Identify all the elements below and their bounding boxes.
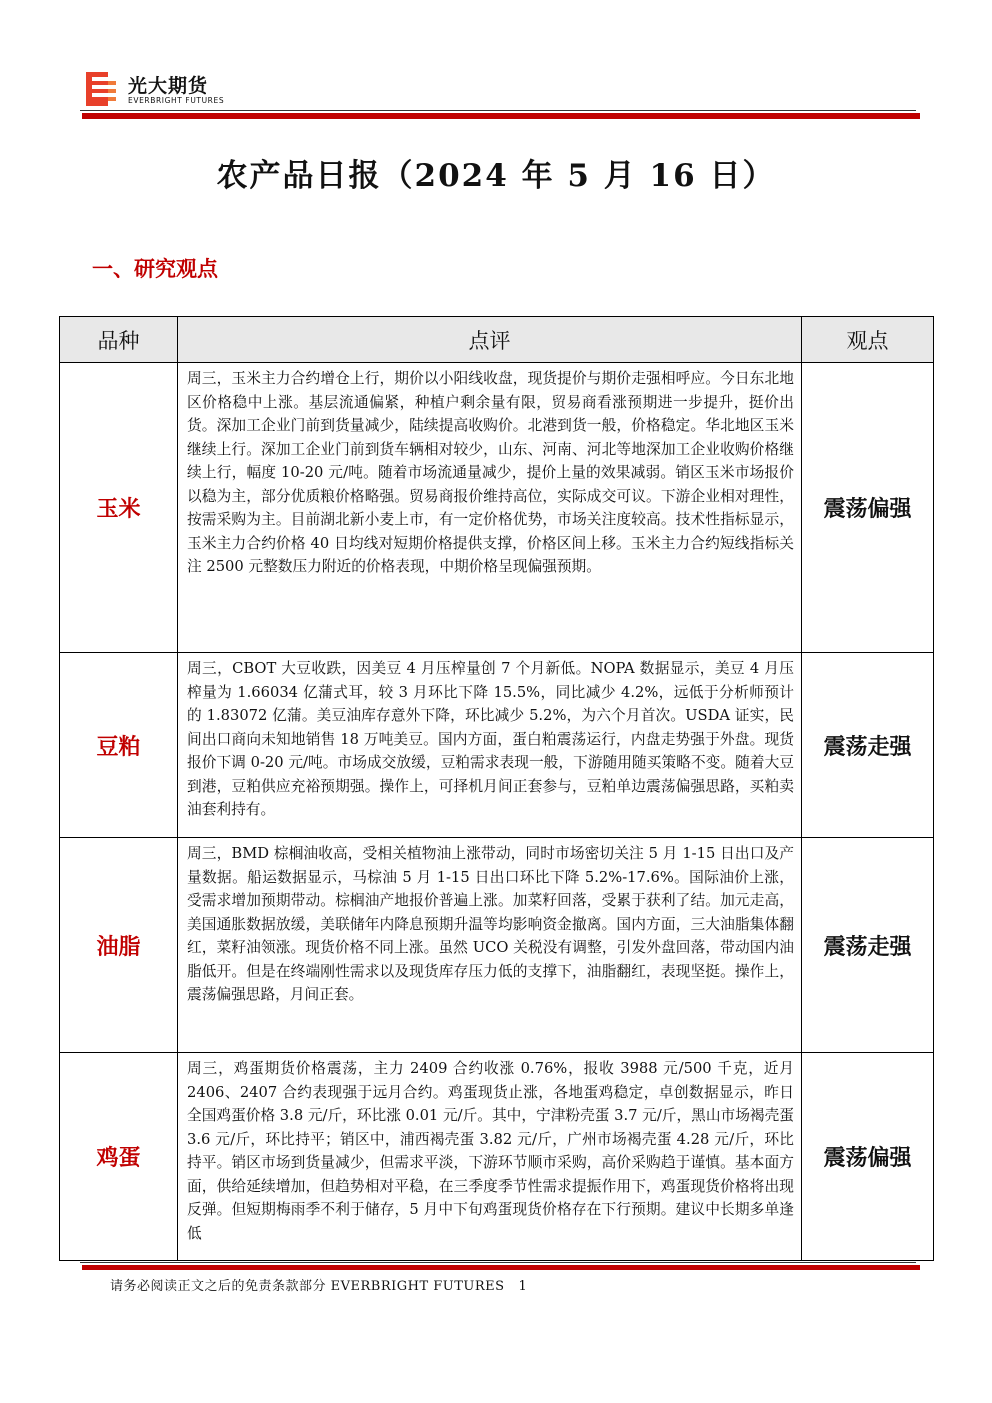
comment-text: 周三，玉米主力合约增仓上行，期价以小阳线收盘，现货提价与期价走强相呼应。今日东北地区价格稳中上涨。基层流通偏紧，种植户剩余量有限，贸易商看涨预期进一步提升，挺价出货。深加工企业门前到货量减少，陆续提高收购价。北港到货一般，价格稳定。华北地区玉米继续上行。深加工企业门前到货车辆相对较少，山东、河南、河北等地深加工企业收购价格继续上行，幅度 10-20 元/吨。随着市场流通量减少，提价上量的效果减弱。销区玉米市场报价以稳为主，部分优质粮价格略强。贸易商报价维持高位，实际成交可议。下游企业相对理性，按需采购为主。目前湖北新小麦上市，有一定价格优势，市场关注度较高。技术性指标显示，玉米主力合约价格 40 日均线对短期价格提供支撑，价格区间上移。玉米主力合约短线指标关注 2500 元整数压力附近的价格表现，中期价格呈现偏强预期。: [187, 370, 794, 575]
comment-cell: [178, 838, 802, 1053]
comment-cell: [178, 1053, 802, 1261]
view-cell: 震荡走强: [802, 653, 934, 838]
page-number: 1: [518, 1279, 528, 1294]
brand-name-cn: 光大期货: [128, 75, 209, 97]
table-row-corn: [60, 363, 934, 653]
view-cell: 震荡走强: [802, 838, 934, 1053]
comment-text: 周三，BMD 棕榈油收高，受相关植物油上涨带动，同时市场密切关注 5 月 1-15 日出口及产量数据。船运数据显示，马棕油 5 月 1-15 日出口环比下降 5.2%-17.6%。国际油价上涨，受需求增加预期带动。棕榈油产地报价普遍上涨。加菜籽回落，受累于获利了结。加元走高，美国通胀数据放缓，美联储年内降息预期升温等均影响资金撤离。国内方面，三大油脂集体翻红，菜籽油领涨。现货价格不同上涨。虽然 UCO 关税没有调整，引发外盘回落，带动国内油脂低开。但是在终端刚性需求以及现货库存压力低的支撑下，油脂翻红，表现坚挺。操作上，震荡偏强思路，月间正套。: [187, 845, 794, 1003]
document-title: 农产品日报（2024 年 5 月 16 日）: [216, 158, 776, 194]
footer: [110, 1275, 527, 1294]
footer-disclaimer: 请务必阅读正文之后的免责条款部分 EVERBRIGHT FUTURES: [110, 1279, 505, 1294]
logo-mark-icon: [86, 72, 120, 106]
section-heading: 一、研究观点: [92, 256, 218, 281]
table-header-row: [60, 317, 934, 363]
company-logo: [86, 72, 246, 108]
table-row-eggs: [60, 1053, 934, 1261]
header-view: 观点: [802, 317, 934, 363]
view-cell: 震荡偏强: [802, 1053, 934, 1261]
header-variety: 品种: [60, 317, 178, 363]
variety-cell: 玉米: [60, 363, 178, 653]
variety-cell: 油脂: [60, 838, 178, 1053]
comment-cell: [178, 363, 802, 653]
table-row-oils: [60, 838, 934, 1053]
header-accent-bar: [82, 113, 920, 119]
footer-accent-bar: [82, 1265, 920, 1270]
comment-text: 周三，CBOT 大豆收跌，因美豆 4 月压榨量创 7 个月新低。NOPA 数据显示，美豆 4 月压榨量为 1.66034 亿蒲式耳，较 3 月环比下降 15.5%，同比减少 4.2%，远低于分析师预计的 1.83072 亿蒲。美豆油库存意外下降，环比减少 5.2%，为六个月首次。USDA 证实，民间出口商向未知地销售 18 万吨美豆。国内方面，蛋白粕震荡运行，内盘走势强于外盘。现货报价下调 0-20 元/吨。市场成交放缓，豆粕需求表现一般，下游随用随买策略不变。随着大豆到港，豆粕供应充裕预期强。操作上，可择机月间正套参与，豆粕单边震荡偏强思路，买粕卖油套利持有。: [187, 660, 794, 818]
comment-cell: [178, 653, 802, 838]
view-cell: 震荡偏强: [802, 363, 934, 653]
brand-name-en: EVERBRIGHT FUTURES: [128, 96, 225, 105]
header-comment: 点评: [178, 317, 802, 363]
table-row-soymeal: [60, 653, 934, 838]
research-view-table: [59, 316, 934, 1261]
header-divider: [80, 110, 916, 111]
footer-divider: [80, 1262, 916, 1263]
comment-text: 周三，鸡蛋期货价格震荡，主力 2409 合约收涨 0.76%，报收 3988 元/500 千克，近月 2406、2407 合约表现强于远月合约。鸡蛋现货止涨，各地蛋鸡稳定，卓创数据显示，昨日全国鸡蛋价格 3.8 元/斤，环比涨 0.01 元/斤。其中，宁津粉壳蛋 3.7 元/斤，黑山市场褐壳蛋 3.6 元/斤，环比持平；销区中，浦西褐壳蛋 3.82 元/斤，广州市场褐壳蛋 4.28 元/斤，环比持平。销区市场到货量减少，但需求平淡，下游环节顺市采购，高价采购趋于谨慎。基本面方面，供给延续增加，但趋势相对平稳，在三季度季节性需求提振作用下，鸡蛋现货价格将出现反弹。但短期梅雨季不利于储存，5 月中下旬鸡蛋现货价格存在下行预期。建议中长期多单逢低: [187, 1060, 794, 1242]
variety-cell: 豆粕: [60, 653, 178, 838]
variety-cell: 鸡蛋: [60, 1053, 178, 1261]
